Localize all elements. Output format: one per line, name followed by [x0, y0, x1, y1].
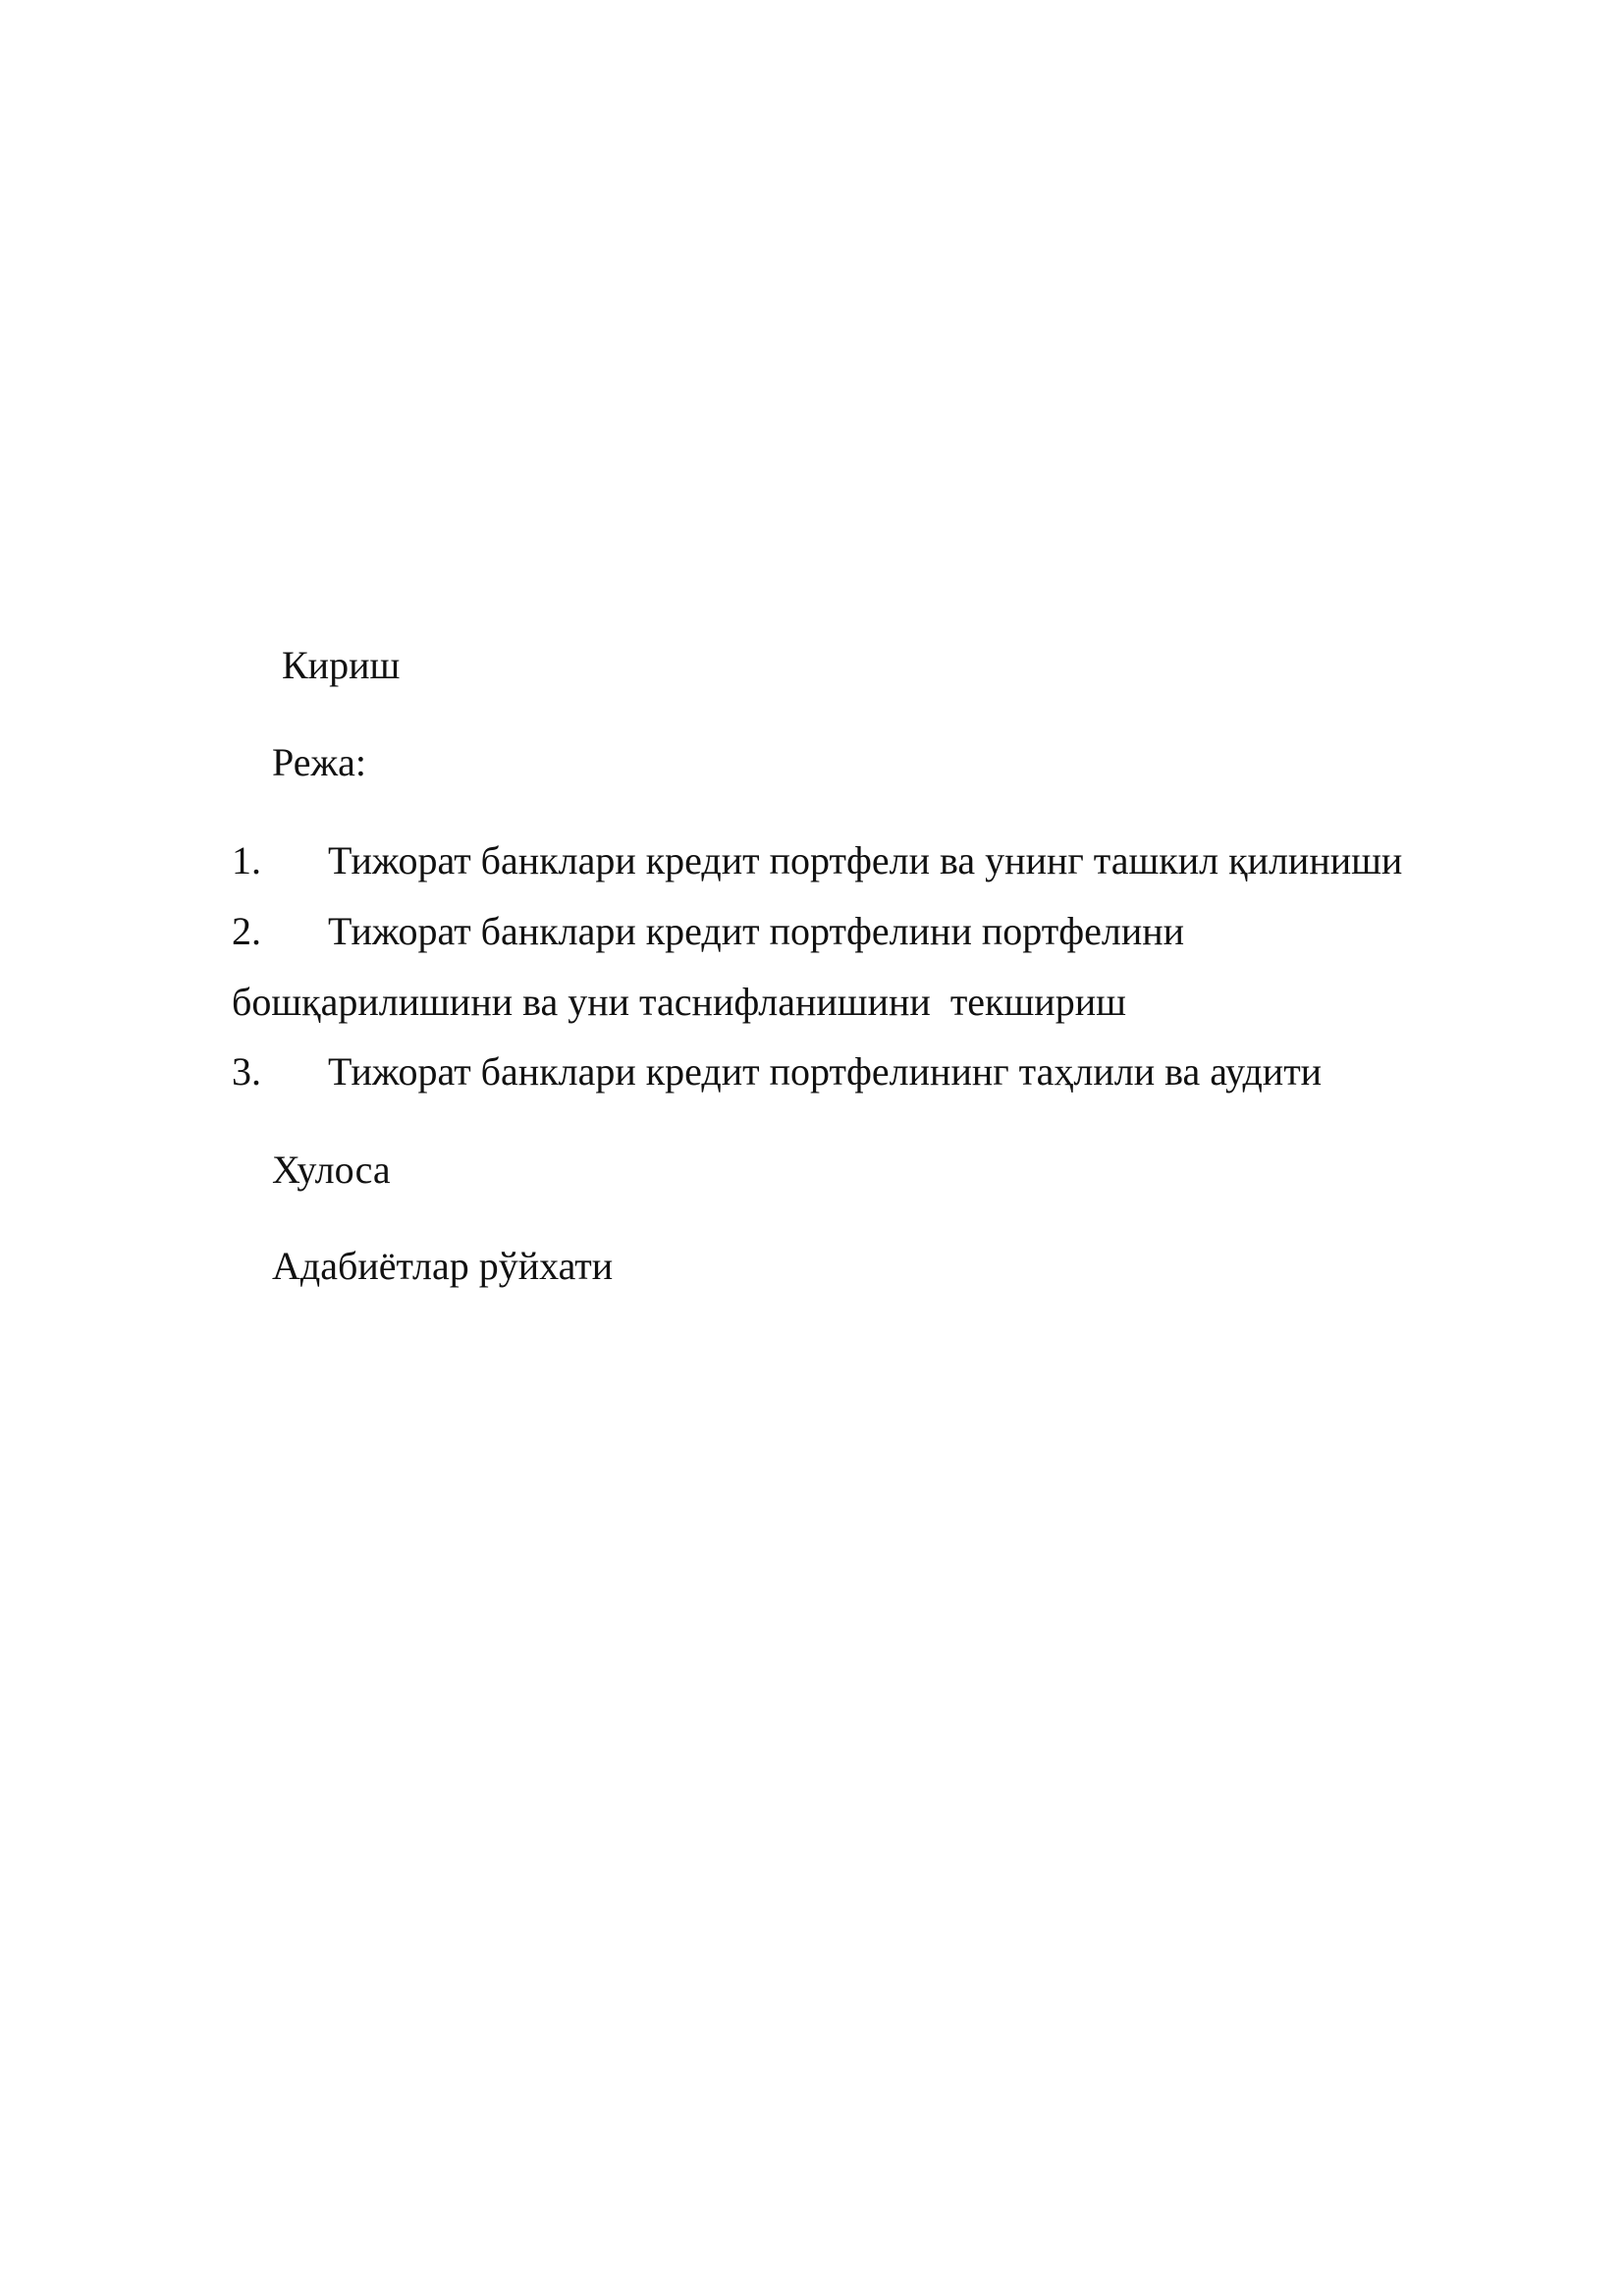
- references-heading: Адабиётлар рўйхати: [272, 1244, 614, 1288]
- list-item-number: 1.: [232, 838, 261, 882]
- list-item: [0, 1049, 1624, 1095]
- conclusion-heading: Хулоса: [272, 1148, 391, 1192]
- list-item-text: Тижорат банклари кредит портфели ва унинг ташкил қилиниши: [328, 838, 1403, 882]
- list-item-continuation: бошқарилишини ва уни таснифланишини текшириш: [232, 980, 1126, 1024]
- list-item-text: Тижорат банклари кредит портфелининг таҳлили ва аудити: [328, 1049, 1323, 1094]
- list-item-number: 2.: [232, 909, 261, 953]
- list-item-text: Тижорат банклари кредит портфелини портфелини: [328, 909, 1185, 953]
- intro-heading: Кириш: [282, 643, 401, 687]
- list-item: [0, 838, 1624, 884]
- plan-heading: Режа:: [272, 740, 366, 784]
- list-item: [0, 909, 1624, 955]
- list-item-number: 3.: [232, 1049, 261, 1094]
